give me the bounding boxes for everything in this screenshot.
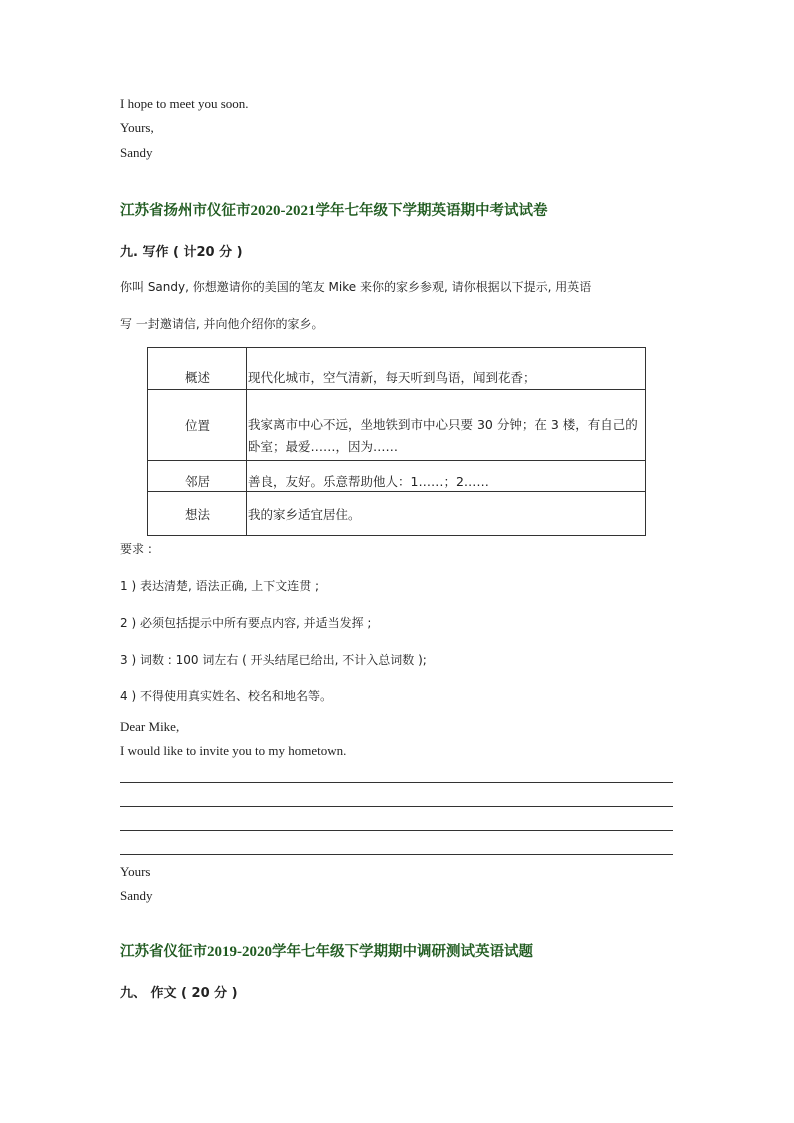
table-key: 想法 — [148, 492, 247, 536]
exam2-title — [120, 940, 533, 961]
letter-closing: Yours — [120, 864, 151, 879]
table-row — [148, 461, 646, 492]
requirement-item: 1 ) 表达清楚, 语法正确, 上下文连贯 ; — [120, 579, 320, 593]
writing-line — [120, 782, 673, 783]
exam1-prompt-line1: 你叫 Sandy, 你想邀请你的美国的笔友 Mike 来你的家乡参观, 请你根据以下提示, 用英语 — [120, 280, 592, 294]
table-row — [148, 492, 646, 536]
letter-opening: I would like to invite you to my hometown. — [120, 743, 347, 758]
table-value: 我家离市中心不远，坐地铁到市中心只要 30 分钟；在 3 楼，有自己的卧室；最爱……，因为…… — [247, 390, 646, 461]
table-row — [148, 390, 646, 461]
letter-closing-name: Sandy — [120, 888, 153, 903]
prompt-table — [147, 347, 646, 536]
requirement-item: 3 ) 词数 : 100 词左右 ( 开头结尾已给出, 不计入总词数 ); — [120, 653, 427, 667]
exam2-title-part-a: 江苏省仪征市 — [120, 944, 207, 960]
requirement-item: 4 ) 不得使用真实姓名、校名和地名等。 — [120, 689, 332, 703]
exam1-title — [120, 199, 548, 220]
letter-signature: Sandy — [120, 145, 153, 160]
requirement-item: 2 ) 必须包括提示中所有要点内容, 并适当发挥 ; — [120, 616, 372, 630]
table-key: 邻居 — [148, 461, 247, 492]
table-key: 位置 — [148, 390, 247, 461]
requirements-title: 要求 : — [120, 542, 152, 556]
table-key: 概述 — [148, 348, 247, 390]
letter-hope-line: I hope to meet you soon. — [120, 96, 249, 111]
table-value: 我的家乡适宜居住。 — [247, 492, 646, 536]
table-value: 现代化城市，空气清新，每天听到鸟语，闻到花香； — [247, 348, 646, 390]
writing-line — [120, 854, 673, 855]
table-row — [148, 348, 646, 390]
exam1-title-part-b: 学年七年级下学期英语期中考试试卷 — [315, 203, 548, 219]
writing-line — [120, 830, 673, 831]
letter-greeting: Dear Mike, — [120, 719, 180, 734]
exam1-prompt-line2: 写 一封邀请信, 并向他介绍你的家乡。 — [120, 317, 324, 331]
exam1-title-year: 2020-2021 — [250, 203, 316, 219]
exam1-section-title: 九. 写作 ( 计20 分 ) — [120, 245, 243, 260]
exam2-section-title: 九、 作文 ( 20 分 ) — [120, 986, 238, 1001]
exam1-title-part-a: 江苏省扬州市仪征市 — [120, 203, 251, 219]
exam2-title-year: 2019-2020 — [207, 944, 272, 960]
letter-yours-line: Yours, — [120, 120, 154, 135]
table-value: 善良，友好。乐意帮助他人：1……；2…… — [247, 461, 646, 492]
exam2-title-part-b: 学年七年级下学期期中调研测试英语试题 — [272, 944, 533, 960]
writing-line — [120, 806, 673, 807]
